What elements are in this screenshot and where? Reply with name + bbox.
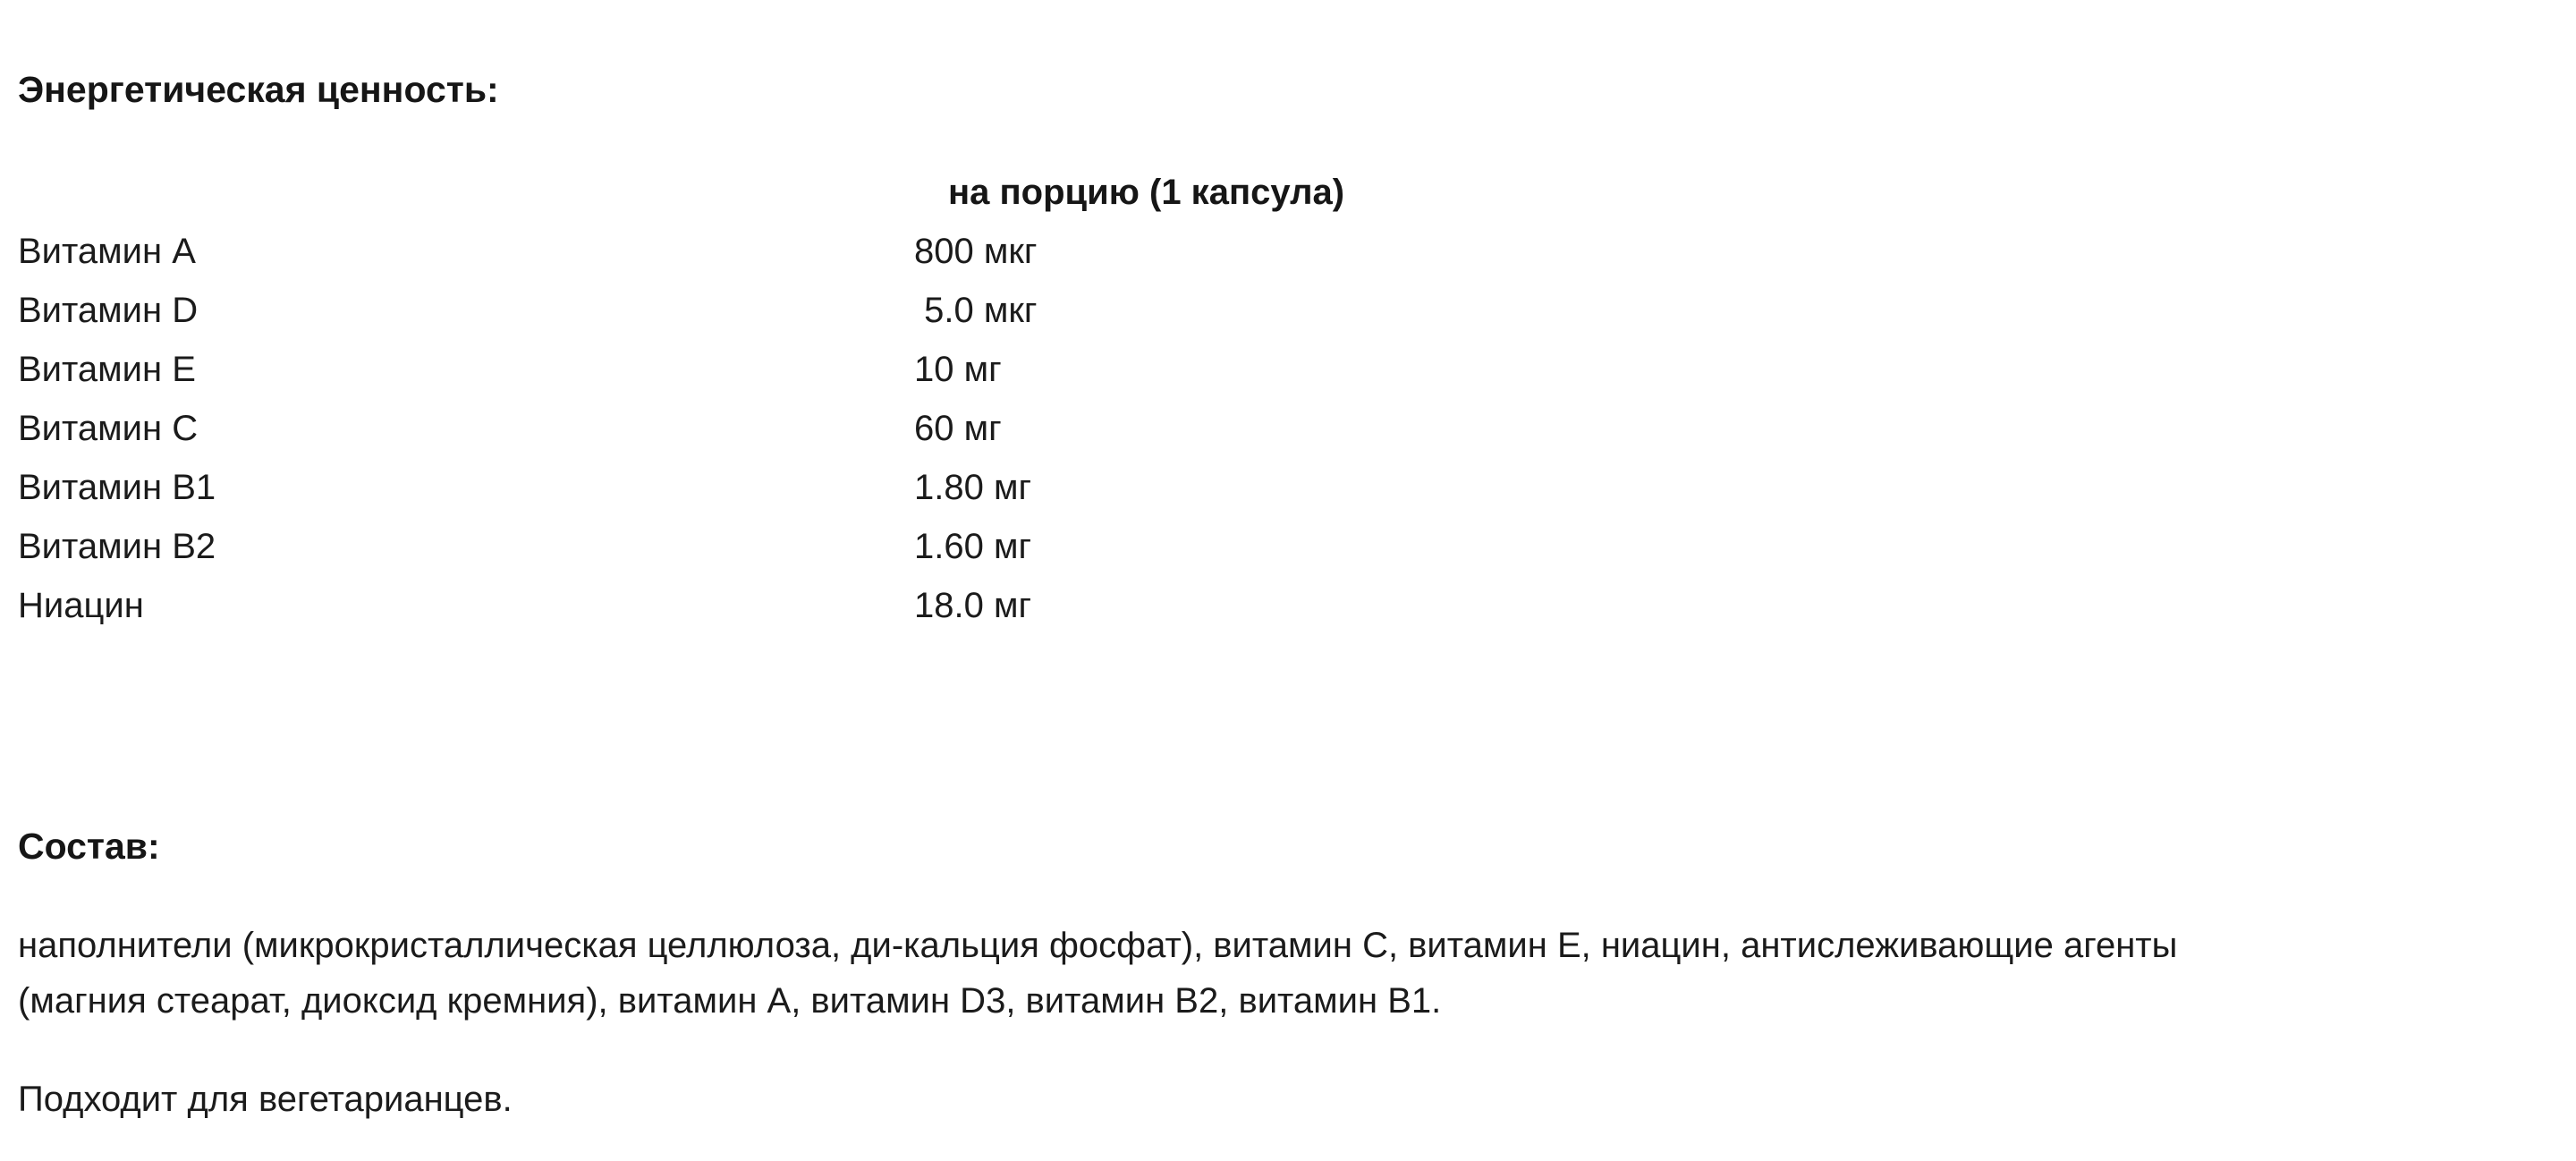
nutrient-name: Витамин B2: [18, 527, 216, 566]
nutrient-name: Ниацин: [18, 586, 144, 625]
nutrient-name: Витамин E: [18, 350, 196, 389]
nutrition-row: [18, 340, 2540, 399]
nutrient-name: Витамин B1: [18, 468, 216, 507]
nutrient-name: Витамин A: [18, 232, 196, 271]
nutrition-table: [18, 163, 2540, 635]
nutrition-row: [18, 517, 2540, 576]
composition-heading: Состав:: [18, 826, 160, 867]
nutrition-row: [18, 281, 2540, 340]
nutrient-amount: 1.80 мг: [914, 468, 1032, 507]
nutrition-row: [18, 458, 2540, 517]
nutrient-amount: 1.60 мг: [914, 527, 1032, 566]
nutrient-amount: 60 мг: [914, 409, 1002, 448]
table-header-row: [18, 163, 2540, 222]
vegetarian-note: Подходит для вегетарианцев.: [18, 1080, 513, 1119]
nutrient-amount: 18.0 мг: [914, 586, 1032, 625]
nutrition-row: [18, 399, 2540, 458]
nutrient-amount: 800 мкг: [914, 232, 1038, 271]
nutrient-amount: 10 мг: [914, 350, 1002, 389]
nutrition-row: [18, 576, 2540, 635]
per-serving-header: на порцию (1 капсула): [948, 173, 1345, 212]
nutrition-row: [18, 222, 2540, 281]
energy-value-heading: Энергетическая ценность:: [18, 69, 499, 110]
composition-text: наполнители (микрокристаллическая целлюлоза, ди-кальция фосфат), витамин C, витамин E, ниацин, антислеживающие агенты (магния стеарат, диоксид кремния), витамин A, витамин D3, витамин B2, витамин B1.: [18, 926, 2178, 1021]
nutrient-name: Витамин C: [18, 409, 199, 448]
nutrient-amount: 5.0 мкг: [914, 291, 1038, 330]
nutrient-name: Витамин D: [18, 291, 199, 330]
